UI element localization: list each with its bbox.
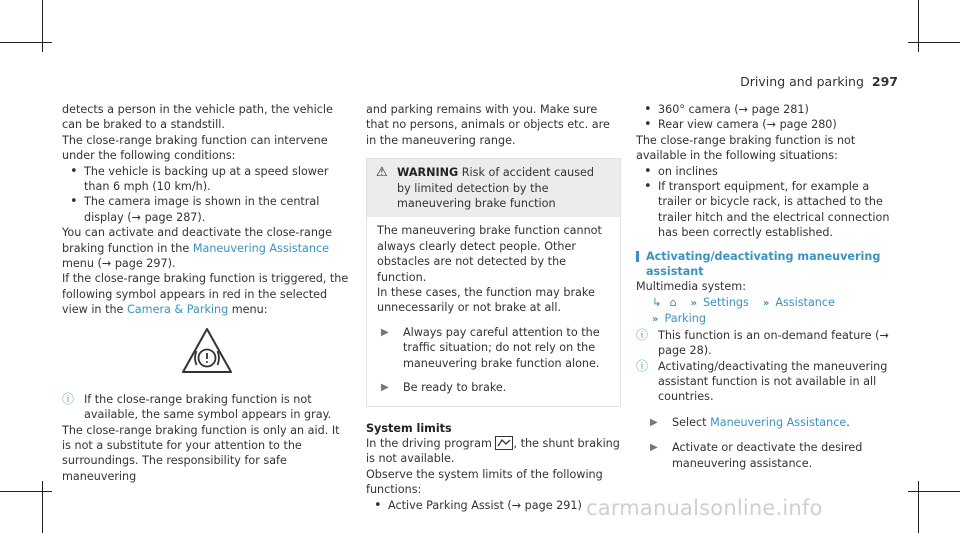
condition-list <box>62 164 352 226</box>
section-heading: Activating/deactivating maneuvering assistant <box>636 249 901 280</box>
maneuvering-assistance-link[interactable]: Maneuvering Assistance <box>192 241 329 255</box>
arrow-right-icon: ▶ <box>381 382 389 394</box>
menu-path <box>636 295 901 311</box>
list-item: • Active Parking Assist (→ page 291) <box>366 498 621 513</box>
info-note: ⓘ Activating/deactivating the maneuvering assistant function is not available in all countries. <box>636 358 888 404</box>
camera-parking-link[interactable]: Camera & Parking <box>127 303 229 317</box>
watermark: carmanualsonline.info <box>586 496 823 520</box>
column-3 <box>636 102 901 471</box>
paragraph: The close-range braking function can intervene under the following conditions: <box>62 133 328 163</box>
warning-body: The maneuvering brake function cannot always clearly detect people. Other obstacles are not detected by the function. In these cases, the function may brake unnecessarily or not brake at all. <box>377 224 602 315</box>
paragraph: The close-range braking function is only an aid. It is not a substitute for your attention to the surroundings. The responsibility for safe maneuvering <box>62 423 340 483</box>
list-item: • The vehicle is backing up at a speed slower than 6 mph (10 km/h). <box>62 164 352 195</box>
warning-triangle-icon: ⚠ <box>376 165 388 181</box>
list-item: • on inclines <box>636 164 901 179</box>
enter-arrow-icon: ↳ <box>652 295 662 309</box>
info-note: ⓘ If the close-range braking function is not available, the same symbol appears in gray. <box>62 391 332 422</box>
warning-box <box>366 158 621 406</box>
arrow-right-icon: ▶ <box>650 416 658 428</box>
situation-list <box>636 164 901 241</box>
column-2 <box>366 102 621 513</box>
menu-path <box>636 311 901 327</box>
action-step: ▶ Always pay careful attention to the traffic situation; do not rely on the maneuvering brake function alone. <box>381 325 600 370</box>
info-icon: ⓘ <box>636 358 649 373</box>
action-step: ▶ Activate or deactivate the desired maneuvering assistance. <box>650 441 863 470</box>
paragraph: Observe the system limits of the following functions: <box>366 467 603 497</box>
chevron-right-icon: » <box>762 297 770 309</box>
warning-header: ⚠ WARNING Risk of accident caused by limited detection by the maneuvering brake function <box>367 159 620 217</box>
arrow-right-icon: ▶ <box>650 442 658 454</box>
assistance-link[interactable]: Assistance <box>775 295 835 309</box>
chevron-right-icon: » <box>690 297 697 309</box>
list-item: • 360° camera (→ page 281) <box>636 102 901 117</box>
crop-mark <box>0 42 52 43</box>
action-step: ▶ Select Maneuvering Assistance. <box>650 415 850 429</box>
page-number: 297 <box>871 74 898 89</box>
action-step: ▶ Be ready to brake. <box>381 381 507 395</box>
system-list <box>636 102 901 133</box>
section-title: Driving and parking <box>740 74 864 89</box>
info-icon: ⓘ <box>636 327 649 342</box>
crop-mark <box>0 491 52 492</box>
paragraph: detects a person in the vehicle path, the vehicle can be braked to a standstill. <box>62 103 333 132</box>
system-list <box>366 498 621 513</box>
arrow-right-icon: ▶ <box>381 326 389 338</box>
paragraph: You can activate and deactivate the close-range braking function in the Maneuvering Assistance menu (→ page 297). <box>62 226 332 271</box>
chevron-right-icon: » <box>652 314 659 326</box>
crop-mark <box>918 0 919 52</box>
driving-program-icon <box>495 436 513 450</box>
parking-link[interactable]: Parking <box>664 312 706 326</box>
settings-link[interactable]: Settings <box>702 295 749 309</box>
paragraph: and parking remains with you. Make sure that no persons, animals or objects etc. are in the maneuvering range. <box>366 103 610 147</box>
crop-mark <box>42 0 43 52</box>
crop-mark <box>918 481 919 533</box>
home-icon: ⌂ <box>669 295 677 309</box>
info-note: ⓘ This function is an on-demand feature (→ page 28). <box>636 327 889 358</box>
brake-warning-icon <box>62 326 352 380</box>
paragraph: In the driving program , the shunt braking is not available. <box>366 436 620 466</box>
crop-mark <box>42 481 43 533</box>
list-item: • If transport equipment, for example a trailer or bicycle rack, is attached to the trailer hitch and the electrical connection has been correctly established. <box>636 179 901 241</box>
list-item: • Rear view camera (→ page 280) <box>636 117 901 132</box>
crop-mark <box>908 42 960 43</box>
maneuvering-assistance-link[interactable]: Maneuvering Assistance <box>710 415 847 429</box>
column-1 <box>62 102 352 484</box>
crop-mark <box>908 491 960 492</box>
paragraph: The close-range braking function is not available in the following situations: <box>636 133 856 163</box>
paragraph: If the close-range braking function is triggered, the following symbol appears in red in the selected view in the Camera & Parking menu: <box>62 272 349 317</box>
list-item: • The camera image is shown in the central display (→ page 287). <box>62 194 352 225</box>
info-icon: ⓘ <box>62 391 75 406</box>
paragraph: Multimedia system: <box>636 280 746 294</box>
section-heading: System limits <box>366 421 452 435</box>
page-header <box>740 74 898 89</box>
